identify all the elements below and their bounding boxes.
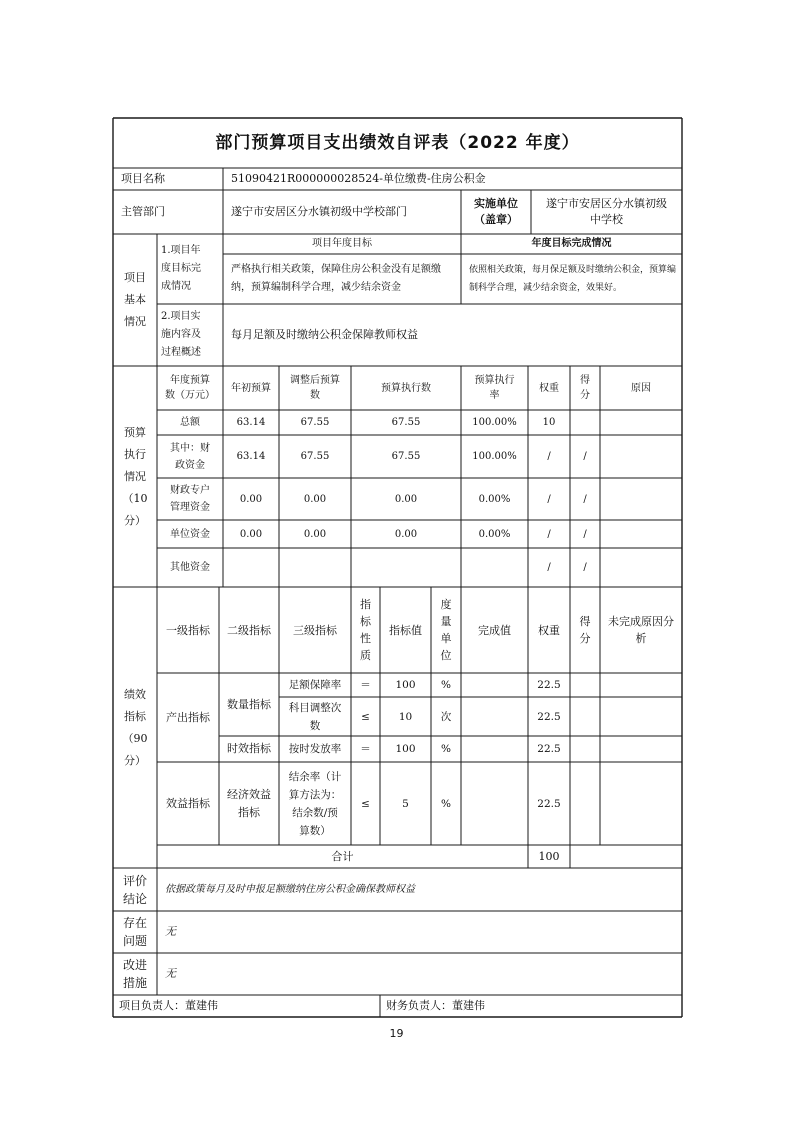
perf-cell-1-score: [570, 697, 600, 736]
perf-cell-3-level3: 结余率（计 算方法为： 结余数/预 算数）: [288, 770, 342, 837]
completion-text: 依照相关政策，每月保足额及时缴纳公积金，预算编制科学合理，减少结余资金，效果好。: [469, 265, 677, 293]
budget-header-6: 得 分: [580, 375, 590, 401]
budget-cell-2-initial: 0.00: [239, 493, 263, 505]
level2-quantity: 数量指标: [227, 697, 271, 711]
page-title: 部门预算项目支出绩效自评表（2022 年度）: [215, 133, 580, 153]
perf-cell-1-done: [461, 697, 528, 736]
impl-unit-label: [461, 190, 531, 234]
perf-header-0: 一级指标: [166, 623, 210, 637]
perf-cell-3-score: [570, 762, 600, 845]
budget-cell-3-initial: 0.00: [239, 528, 263, 540]
perf-header-1: 二级指标: [227, 623, 271, 637]
perf-section-label: 绩效 指标 （90 分）: [122, 687, 148, 767]
budget-cell-3-adjusted: 0.00: [303, 528, 327, 540]
perf-cell-3-done: [461, 762, 528, 845]
perf-header-4: 指标值: [389, 623, 422, 637]
budget-cell-4-label: 其他资金: [170, 562, 210, 573]
perf-cell-2-level3: 按时发放率: [288, 743, 342, 755]
perf-cell-0-value: 100: [395, 679, 416, 691]
budget-cell-3-weight: /: [547, 528, 551, 540]
eval-label: 评价 结论: [122, 873, 147, 906]
fix-label: 改进 措施: [122, 958, 147, 990]
perf-cell-0-unit: %: [441, 679, 451, 691]
perf-header-7: 权重: [538, 623, 560, 637]
impl-label-line-1: 实施单位: [474, 197, 518, 210]
budget-cell-1-score: /: [583, 451, 587, 462]
perf-header-8: 得 分: [579, 615, 591, 645]
perf-cell-2-score: [570, 736, 600, 762]
budget-section-label: 预算 执行 情况 （10 分）: [122, 425, 148, 527]
perf-cell-3-weight: 22.5: [537, 797, 561, 810]
budget-cell-1-initial: 63.14: [236, 451, 266, 462]
level1-output: 产出指标: [166, 710, 210, 724]
budget-cell-4-score: /: [583, 562, 587, 573]
fix-text: 无: [165, 967, 176, 980]
total-label: 合计: [331, 849, 354, 863]
target-header: 项目年度目标: [312, 238, 372, 249]
budget-cell-2-executed: 0.00: [394, 493, 418, 505]
perf-cell-1-level3: 科目调整次 数: [288, 701, 342, 732]
budget-header-2: 调整后预算 数: [290, 375, 340, 401]
budget-header-1: 年初预算: [231, 382, 271, 394]
level2-economic: 经济效益 指标: [227, 787, 271, 819]
budget-cell-1-adjusted: 67.55: [300, 451, 330, 462]
budget-cell-0-label: 总额: [180, 417, 200, 428]
budget-cell-0-initial: 63.14: [236, 417, 266, 428]
target-text: 严格执行相关政策，保障住房公积金没有足额缴纳，预算编制科学合理，减少结余资金: [231, 264, 441, 293]
perf-cell-0-weight: 22.5: [537, 679, 561, 691]
project-name-value: 51090421R000000028524-单位缴费-住房公积金: [231, 172, 486, 185]
budget-cell-4-adjusted: [279, 548, 351, 587]
row2-text: 每月足额及时缴纳公积金保障教师权益: [231, 328, 418, 341]
eval-text: 依据政策每月及时申报足额缴纳住房公积金确保教师权益: [165, 883, 415, 895]
basic-section-label: 项目 基本 情况: [124, 271, 146, 328]
budget-cell-2-score: /: [583, 493, 587, 505]
perf-cell-2-nature: ＝: [360, 743, 371, 755]
impl-unit-value: [531, 190, 682, 234]
budget-header-3: 预算执行数: [381, 382, 431, 394]
budget-header-5: 权重: [539, 382, 559, 394]
budget-cell-3-executed: 0.00: [394, 528, 418, 540]
budget-header-4: 预算执行 率: [474, 375, 515, 401]
budget-cell-3-score: /: [583, 528, 587, 540]
impl-unit-line-2: 中学校: [590, 213, 623, 226]
dept-label: 主管部门: [121, 205, 165, 218]
perf-cell-2-weight: 22.5: [537, 743, 561, 755]
perf-cell-1-nature: ≤: [361, 710, 370, 723]
impl-unit-line-1: 遂宁市安居区分水镇初级: [546, 197, 667, 210]
budget-header-7: 原因: [631, 382, 651, 394]
budget-cell-4-executed: [351, 548, 461, 587]
level1-benefit: 效益指标: [166, 796, 210, 810]
perf-cell-3-value: 5: [402, 797, 409, 810]
perf-cell-3-unit: %: [441, 797, 451, 810]
project-owner: 项目负责人：董建伟: [119, 999, 218, 1012]
budget-cell-4-weight: /: [547, 562, 551, 573]
finance-owner: 财务负责人：董建伟: [386, 999, 485, 1012]
budget-cell-2-rate: 0.00%: [478, 493, 511, 505]
total-weight: 100: [538, 849, 560, 863]
perf-header-3: 指 标 性 质: [360, 598, 371, 662]
perf-cell-0-score: [570, 673, 600, 697]
page-number: 19: [389, 1027, 404, 1040]
budget-cell-4-rate: [461, 548, 528, 587]
budget-cell-1-executed: 67.55: [391, 451, 421, 462]
perf-cell-1-unit: 次: [440, 710, 452, 723]
perf-cell-0-level3: 足额保障率: [288, 679, 342, 691]
budget-cell-2-weight: /: [547, 493, 551, 505]
budget-cell-0-weight: 10: [542, 417, 556, 428]
budget-cell-3-label: 单位资金: [170, 528, 210, 540]
budget-header-0: 年度预算 数（万元）: [165, 375, 215, 401]
completion-header: 年度目标完成情况: [531, 238, 612, 249]
budget-cell-0-executed: 67.55: [391, 417, 421, 428]
perf-cell-1-weight: 22.5: [537, 710, 561, 723]
budget-cell-2-label: 财政专户 管理资金: [170, 485, 210, 513]
level2-time: 时效指标: [227, 742, 271, 755]
budget-cell-3-rate: 0.00%: [478, 528, 511, 540]
budget-cell-2-adjusted: 0.00: [303, 493, 327, 505]
budget-cell-1-label: 其中：财 政资金: [170, 442, 210, 471]
perf-header-2: 三级指标: [293, 623, 337, 637]
perf-cell-2-done: [461, 736, 528, 762]
issue-text: 无: [165, 925, 176, 938]
basic-row2-label: 2.项目实 施内容及 过程概述: [161, 311, 201, 358]
project-name-label: 项目名称: [121, 172, 165, 185]
impl-label-line-2: （盖章）: [474, 213, 518, 226]
budget-cell-0-adjusted: 67.55: [300, 417, 330, 428]
budget-cell-0-rate: 100.00%: [472, 417, 517, 428]
perf-cell-2-unit: %: [441, 743, 451, 755]
perf-cell-3-nature: ≤: [361, 797, 370, 810]
issue-label: 存在 问题: [122, 916, 147, 948]
perf-header-9: 未完成原因分 析: [608, 615, 674, 645]
budget-cell-1-rate: 100.00%: [472, 451, 517, 462]
budget-cell-1-weight: /: [547, 451, 551, 462]
basic-row1-label: 1.项目年 度目标完 成情况: [161, 245, 201, 292]
perf-cell-0-done: [461, 673, 528, 697]
perf-header-6: 完成值: [478, 623, 511, 637]
perf-cell-2-value: 100: [395, 743, 416, 755]
perf-cell-1-value: 10: [398, 710, 413, 723]
perf-header-5: 度 量 单 位: [440, 598, 452, 662]
perf-cell-0-nature: ＝: [360, 679, 371, 691]
budget-cell-0-score: [570, 410, 600, 435]
dept-value: 遂宁市安居区分水镇初级中学校部门: [231, 205, 407, 218]
budget-cell-4-initial: [223, 548, 279, 587]
